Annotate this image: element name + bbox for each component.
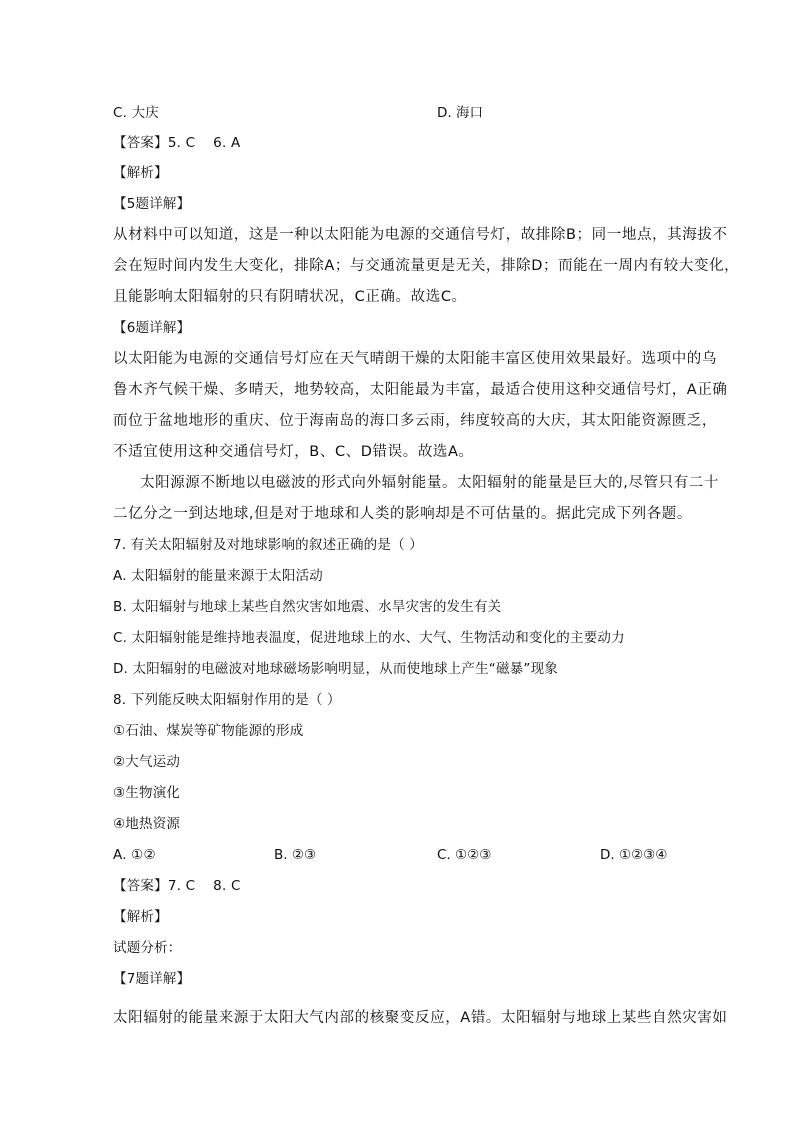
analysis-heading: 【解析】 xyxy=(113,165,168,181)
answer-line xyxy=(113,133,240,153)
q7-option-a: A. 太阳辐射的能量来源于太阳活动 xyxy=(113,568,323,584)
q6-line: 不适宜使用这种交通信号灯，B、C、D错误。故选A。 xyxy=(113,444,474,460)
q5-line: 从材料中可以知道，这是一种以太阳能为电源的交通信号灯，故排除B；同一地点，其海拔不 xyxy=(113,227,728,243)
answer-label: 【答案】 xyxy=(113,878,168,894)
q8-item: ①石油、煤炭等矿物能源的形成 xyxy=(113,723,304,739)
q6-line: 而位于盆地地形的重庆、位于海南岛的海口多云雨，纬度较高的大庆，其太阳能资源匮乏， xyxy=(113,413,717,429)
q7-detail-heading: 【7题详解】 xyxy=(113,971,191,987)
q5-line: 会在短时间内发生大变化，排除A；与交通流量更是无关，排除D；而能在一周内有较大变化， xyxy=(113,258,740,274)
q8-option-d: D. ①②③④ xyxy=(600,847,668,863)
answer-text: 7. C 8. C xyxy=(167,878,241,894)
answer-label: 【答案】 xyxy=(113,135,168,151)
q8-option-c: C. ①②③ xyxy=(437,847,492,863)
q6-line: 以太阳能为电源的交通信号灯应在天气晴朗干燥的太阳能丰富区使用效果最好。选项中的乌 xyxy=(113,351,717,367)
analysis-heading: 【解析】 xyxy=(113,909,168,925)
q7-option-c: C. 太阳辐射能是维持地表温度，促进地球上的水、大气、生物活动和变化的主要动力 xyxy=(113,630,625,646)
option-c: C. 大庆 xyxy=(113,105,160,121)
q6-heading: 【6题详解】 xyxy=(113,320,191,336)
intro-line: 二亿分之一到达地球,但是对于地球和人类的影响却是不可估量的。据此完成下列各题。 xyxy=(113,506,693,522)
analysis-intro: 试题分析： xyxy=(113,940,182,956)
q8-option-a: A. ①② xyxy=(113,847,156,863)
q7-detail-line: 太阳辐射的能量来源于太阳大气内部的核聚变反应，A错。太阳辐射与地球上某些自然灾害如 xyxy=(113,1010,728,1026)
q7-option-d: D. 太阳辐射的电磁波对地球磁场影响明显，从而使地球上产生“磁暴”现象 xyxy=(113,661,558,677)
q5-line: 且能影响太阳辐射的只有阴晴状况，C正确。故选C。 xyxy=(113,289,467,305)
q8-item: ③生物演化 xyxy=(113,785,181,801)
q8-stem: 8. 下列能反映太阳辐射作用的是（ ） xyxy=(113,692,341,708)
q8-item: ④地热资源 xyxy=(113,816,181,832)
q7-stem: 7. 有关太阳辐射及对地球影响的叙述正确的是（ ） xyxy=(113,537,423,553)
answer-text: 5. C 6. A xyxy=(167,135,241,151)
q5-heading: 【5题详解】 xyxy=(113,196,191,212)
q6-line: 鲁木齐气候干燥、多晴天，地势较高，太阳能最为丰富，最适合使用这种交通信号灯，A正确 xyxy=(113,382,728,398)
q8-option-b: B. ②③ xyxy=(274,847,317,863)
option-d: D. 海口 xyxy=(437,105,483,121)
answer-line xyxy=(113,876,241,896)
q8-item: ②大气运动 xyxy=(113,754,181,770)
intro-line: 太阳源源不断地以电磁波的形式向外辐射能量。太阳辐射的能量是巨大的,尽管只有二十 xyxy=(140,475,720,491)
q7-option-b: B. 太阳辐射与地球上某些自然灾害如地震、水旱灾害的发生有关 xyxy=(113,599,502,615)
